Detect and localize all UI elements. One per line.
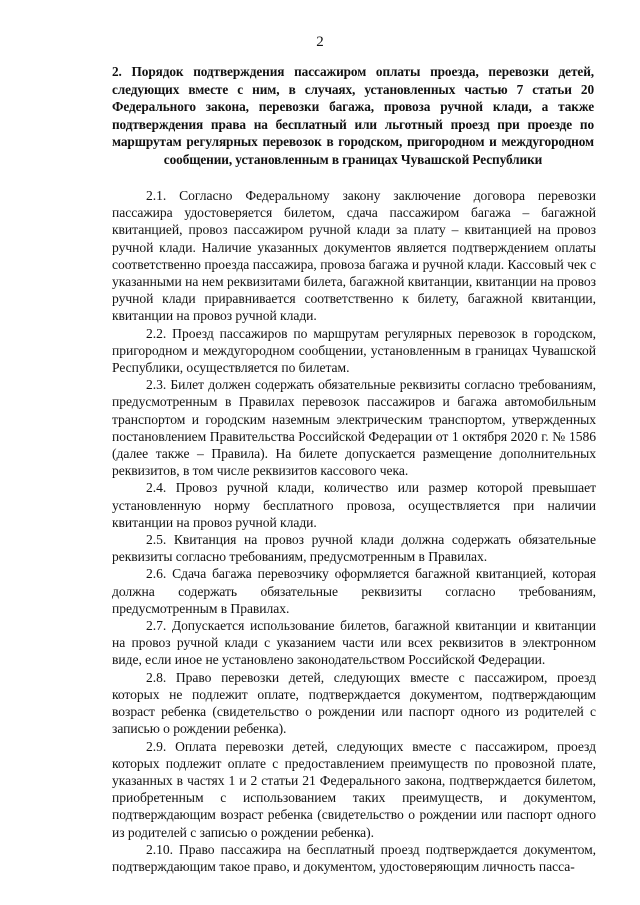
paragraph-2-8: 2.8. Право перевозки детей, следующих вместе с пассажиром, проезд которых не подлежит оплате, подтверждается документом, подтверждающим возраст ребенка (свидетельство о рождении или паспорт одного из родителей с записью о рождении ребенка). xyxy=(112,669,596,737)
section-heading: 2. Порядок подтверждения пассажиром оплаты проезда, перевозки детей, следующих вместе с ним, в случаях, установленных частью 7 статьи 20 Федерального закона, перевозки багажа, провоза ручной клади, а также подтверждения права на бесплатный или льготный проезд при проезде по маршрутам регулярных перевозок в городском, пригородном и междугородном сообщении, установленным в границах Чувашской Республики xyxy=(112,64,594,167)
paragraph-2-9: 2.9. Оплата перевозки детей, следующих вместе с пассажиром, проезд которых подлежит оплате с предоставлением преимуществ по провозной плате, указанных в частях 1 и 2 статьи 21 Федерального закона, подтверждается билетом, приобретенным с использованием таких преимуществ, и документом, подтверждающим возраст ребенка (свидетельство о рождении или паспорт одного из родителей с записью о рождении ребенка). xyxy=(112,738,596,840)
page-number: 2 xyxy=(316,34,324,50)
paragraph-2-4: 2.4. Провоз ручной клади, количество или размер которой превышает установленную норму бесплатного провоза, осуществляется при наличии квитанции на провоз ручной клади. xyxy=(112,480,596,530)
document-body xyxy=(112,187,596,875)
paragraph-2-3: 2.3. Билет должен содержать обязательные реквизиты согласно требованиям, предусмотренным в Правилах перевозок пассажиров и багажа автомобильным транспортом и городским наземным электрическим транспортом, утвержденных постановлением Правительства Российской Федерации от 1 октября 2020 г. № 1586 (далее также – Правила). На билете допускается размещение дополнительных реквизитов, в том числе реквизитов кассового чека. xyxy=(112,377,596,479)
paragraph-2-1: 2.1. Согласно Федеральному закону заключение договора перевозки пассажира удостоверяется билетом, сдача пассажиром багажа – багажной квитанцией, провоз пассажиром ручной клади за плату – квитанцией на провоз ручной клади. Наличие указанных документов является подтверждением оплаты соответственно проезда пассажира, провоза багажа и ручной клади. Кассовый чек с указанными на нем реквизитами билета, багажной квитанции, квитанции на провоз ручной клади приравнивается соответственно к билету, багажной квитанции, квитанции на провоз ручной клади. xyxy=(112,188,596,324)
paragraph-2-5: 2.5. Квитанция на провоз ручной клади должна содержать обязательные реквизиты согласно требованиям, предусмотренным в Правилах. xyxy=(112,532,596,565)
paragraph-2-2: 2.2. Проезд пассажиров по маршрутам регулярных перевозок в городском, пригородном и междугородном сообщении, установленным в границах Чувашской Республики, осуществляется по билетам. xyxy=(112,325,596,376)
paragraph-2-6: 2.6. Сдача багажа перевозчику оформляется багажной квитанцией, которая должна содержать обязательные реквизиты согласно требованиям, предусмотренным в Правилах. xyxy=(112,566,596,616)
paragraph-2-7: 2.7. Допускается использование билетов, багажной квитанции и квитанции на провоз ручной клади с указанием части или всех реквизитов в электронном виде, если иное не установлено законодательством Российской Федерации. xyxy=(112,618,596,668)
paragraph-2-10: 2.10. Право пассажира на бесплатный проезд подтверждается документом, подтверждающим такое право, и документом, удостоверяющим личность пасса- xyxy=(112,841,596,874)
